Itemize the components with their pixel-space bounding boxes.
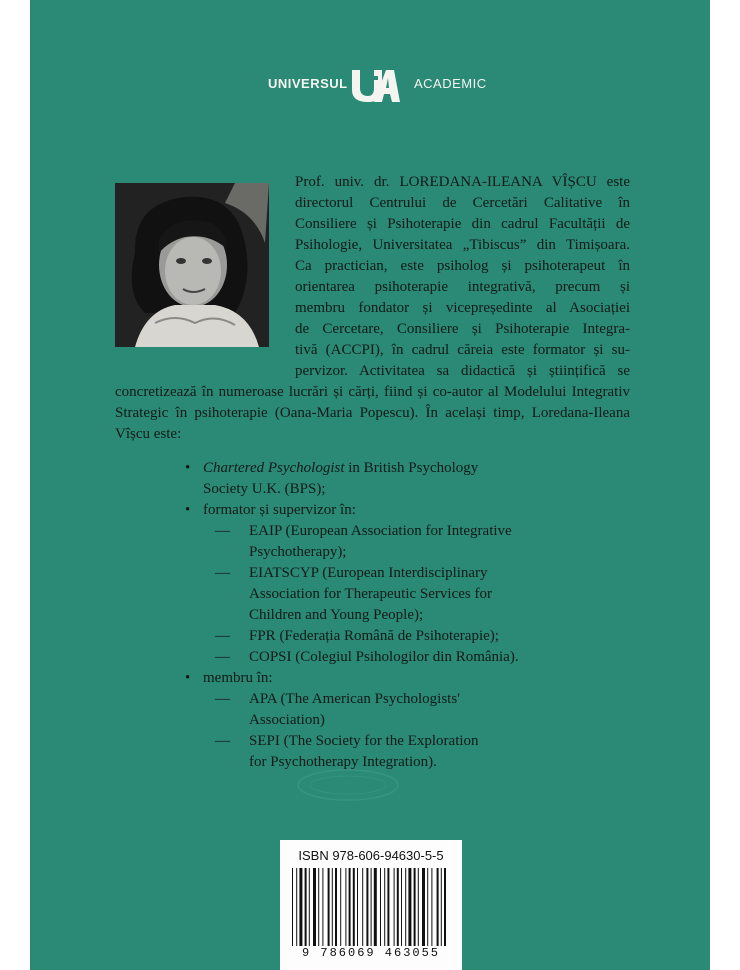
bullet-icon: • (185, 460, 191, 476)
barcode-bar (305, 868, 307, 946)
sub-item-text: EIATSCYP (European Interdisciplinary (249, 565, 488, 581)
barcode-bar (437, 868, 439, 946)
author-photo (115, 183, 269, 347)
bio-line: Psihologie, Universitatea „Tibiscus” din Timișoara. (295, 237, 630, 253)
dash-icon: — (215, 691, 230, 707)
bio-line: pervizor. Activitatea sa didactică și științifică se (295, 363, 630, 379)
barcode-bar (401, 868, 402, 946)
bio-line: Prof. univ. dr. LOREDANA-ILEANA VÎȘCU este (295, 174, 630, 190)
dash-icon: — (215, 565, 230, 581)
barcode-bar (353, 868, 355, 946)
barcode-bar (332, 868, 333, 946)
bio-line: tivă (ACCPI), în cadrul căreia este formator și su- (295, 342, 630, 358)
bio-continued: concretizează în numeroase lucrări și cărți, fiind și co-autor al Modelului Integrativ Strategic în psihoterapie (Oana-Maria Popescu). În același timp, Loredana-Ileana Vîșcu este: (115, 384, 630, 442)
publisher-word-right: ACADEMIC (414, 76, 487, 91)
barcode-bar (418, 868, 419, 946)
barcode-bar (444, 868, 446, 946)
sub-item-continuation: Association for Therapeutic Services for (249, 586, 492, 602)
bio-line: orientarea psihoterapie integrativă, precum și (295, 279, 630, 295)
barcode-bar (441, 868, 442, 946)
barcode-bar (427, 868, 428, 946)
sub-item-continuation: for Psychotherapy Integration). (249, 754, 437, 770)
back-cover (30, 0, 710, 970)
sub-item-text: SEPI (The Society for the Exploration (249, 733, 479, 749)
barcode-bar (296, 868, 297, 946)
barcode-bar (366, 868, 368, 946)
library-stamp-mark (292, 765, 404, 805)
sub-item-text: FPR (Federația Română de Psihoterapie); (249, 628, 499, 644)
bullet-icon: • (185, 502, 191, 518)
barcode-bar (405, 868, 406, 946)
dash-icon: — (215, 733, 230, 749)
barcode-bar (384, 868, 385, 946)
bio-line: membru fondator și vicepreședinte al Asociației (295, 300, 630, 316)
list-item (185, 668, 625, 689)
sub-item-continuation: Psychotherapy); (249, 544, 347, 560)
barcode-bar (313, 868, 316, 946)
barcode-bar (374, 868, 377, 946)
publisher-logo (30, 66, 710, 106)
barcode-bar (292, 868, 293, 946)
barcode-bars (290, 868, 452, 946)
barcode-bar (362, 868, 363, 946)
bio-line: Consiliere și Psihoterapie din cadrul Facultății de (295, 216, 630, 232)
barcode-bar (309, 868, 310, 946)
list-item-text: in British Psychology (344, 460, 479, 476)
list-item-text: membru în: (203, 670, 273, 686)
isbn-label: ISBN 978-606-94630-5-5 (298, 848, 444, 863)
barcode-bar (357, 868, 358, 946)
sub-item-continuation: Association) (249, 712, 325, 728)
list-item (185, 458, 625, 479)
barcode-bar (318, 868, 319, 946)
sub-item-text: COPSI (Colegiul Psihologilor din România). (249, 649, 519, 665)
sub-item-text: APA (The American Psychologists' (249, 691, 460, 707)
ua-logo-icon (348, 66, 400, 106)
bio-line: directorul Centrului de Cercetări Calitative în (295, 195, 630, 211)
barcode-bar (345, 868, 346, 946)
dash-icon: — (215, 628, 230, 644)
author-portrait-image (115, 183, 269, 347)
sub-item (185, 521, 625, 542)
sub-item (185, 626, 625, 647)
isbn-barcode (280, 840, 462, 970)
barcode-bar (328, 868, 330, 946)
barcode-bar (394, 868, 395, 946)
barcode-bar (322, 868, 323, 946)
barcode-digits: 9 786069 463055 (301, 946, 441, 960)
dash-icon: — (215, 649, 230, 665)
barcode-bar (397, 868, 399, 946)
barcode-bar (371, 868, 372, 946)
bullet-icon: • (185, 670, 191, 686)
bio-line: de Cercetare, Consiliere și Psihoterapie Integra- (295, 321, 630, 337)
barcode-bar (408, 868, 411, 946)
barcode-bar (431, 868, 432, 946)
list-item (185, 500, 625, 521)
sub-item (185, 689, 625, 710)
list-item-italic: Chartered Psychologist (203, 460, 345, 476)
affiliations-list (185, 458, 625, 773)
list-item-text: formator și supervizor în: (203, 502, 356, 518)
sub-item (185, 647, 625, 668)
barcode-bar (335, 868, 337, 946)
barcode-bar (387, 868, 389, 946)
bio-beside-photo (295, 172, 630, 382)
barcode-bar (380, 868, 381, 946)
sub-item-text: EAIP (European Association for Integrative (249, 523, 512, 539)
bio-line: Ca practician, este psiholog și psihoterapeut în (295, 258, 630, 274)
sub-item (185, 731, 625, 752)
sub-item (185, 563, 625, 584)
barcode-bar (414, 868, 416, 946)
sub-item-continuation: Children and Young People); (249, 607, 424, 623)
list-item-continuation: Society U.K. (BPS); (203, 481, 326, 497)
publisher-word-left: UNIVERSUL (268, 76, 348, 91)
dash-icon: — (215, 523, 230, 539)
barcode-bar (422, 868, 425, 946)
barcode-bar (299, 868, 302, 946)
barcode-bar (349, 868, 351, 946)
barcode-bar (340, 868, 341, 946)
